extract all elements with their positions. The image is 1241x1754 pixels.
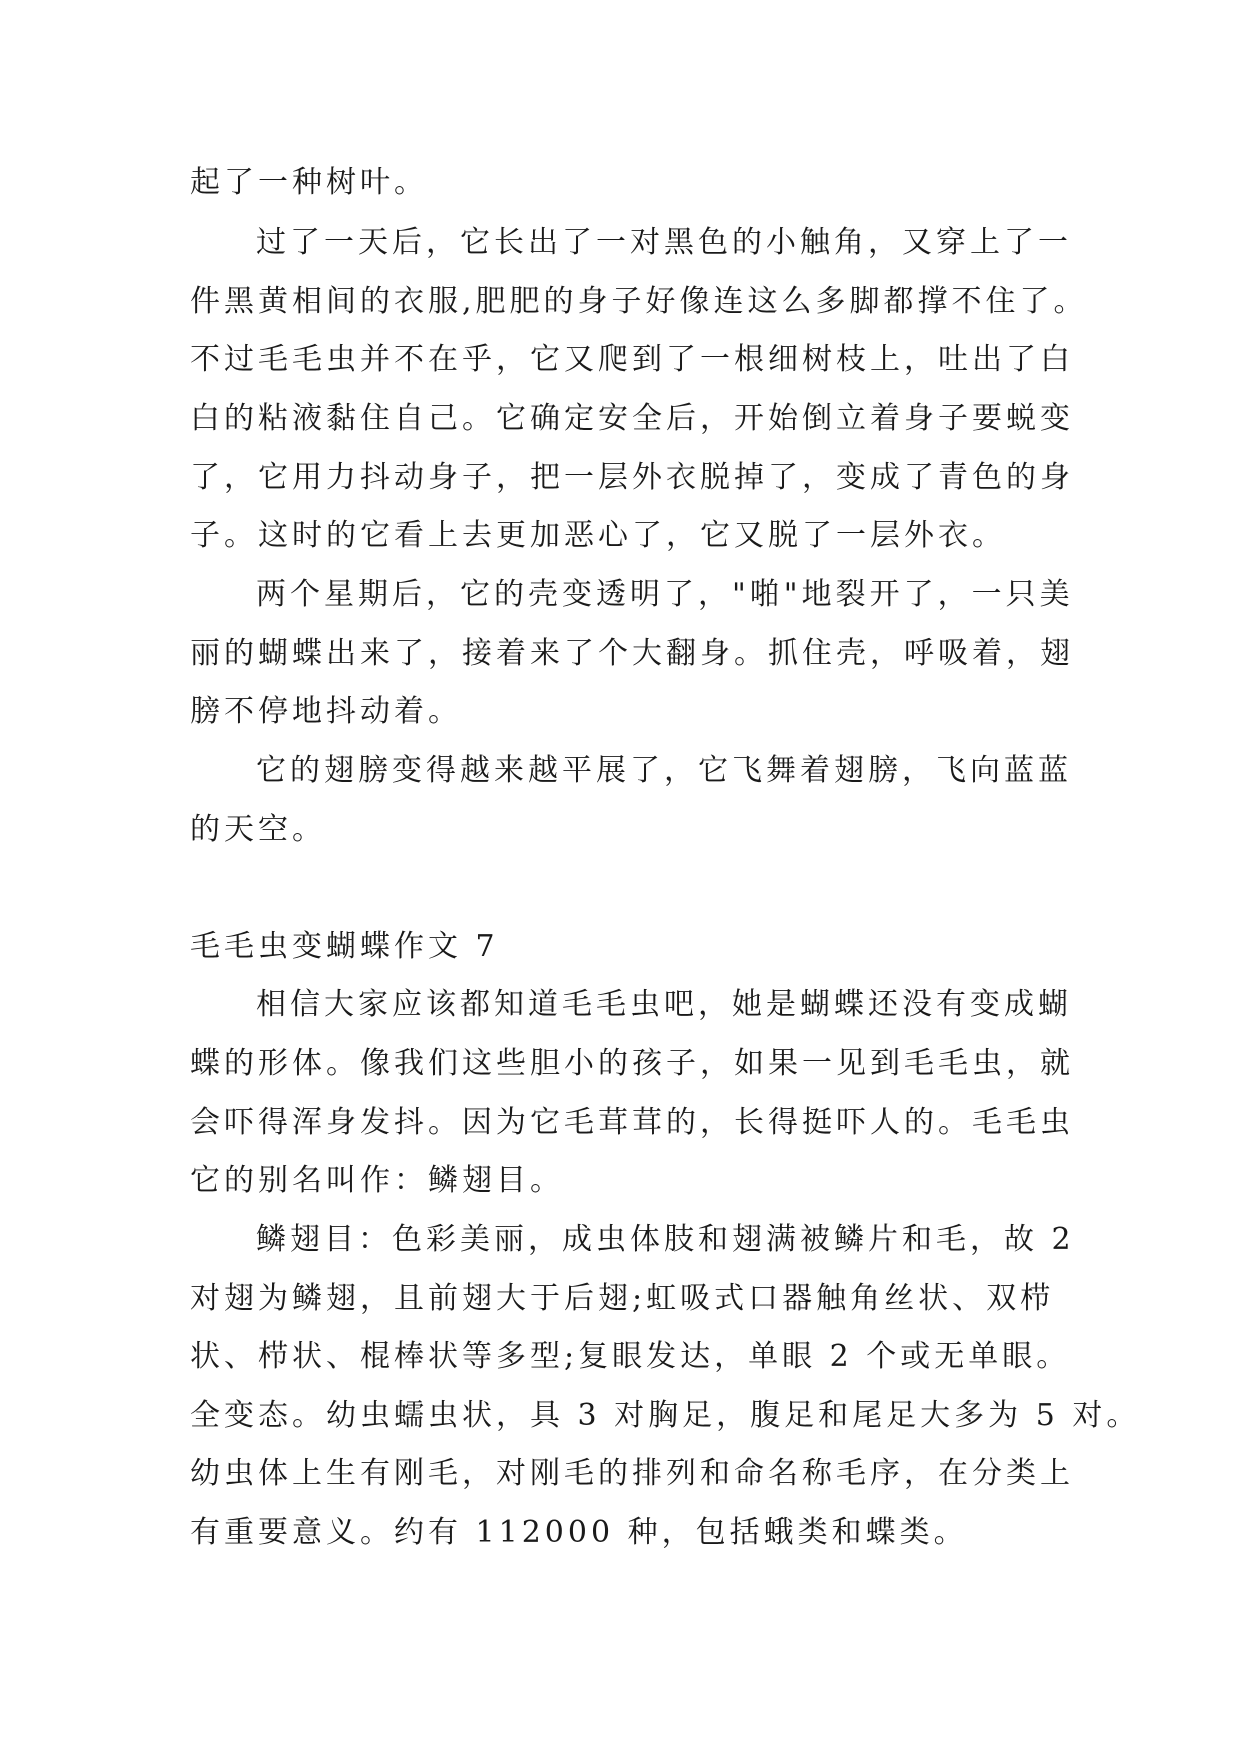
paragraph-start-line: 两个星期后，它的壳变透明了，"啪"地裂开了，一只美 (256, 577, 1074, 612)
text-line: 子。这时的它看上去更加恶心了，它又脱了一层外衣。 (190, 518, 1006, 553)
text-line: 膀不停地抖动着。 (190, 694, 462, 729)
paragraph-start-line: 鳞翅目：色彩美丽，成虫体肢和翅满被鳞片和毛，故 2 (256, 1222, 1075, 1257)
text-line: 白的粘液黏住自己。它确定安全后，开始倒立着身子要蜕变 (190, 401, 1074, 436)
text-line: 的天空。 (190, 812, 326, 847)
text-line: 幼虫体上生有刚毛，对刚毛的排列和命名称毛序，在分类上 (190, 1456, 1074, 1491)
paragraph-start-line: 它的翅膀变得越来越平展了，它飞舞着翅膀，飞向蓝蓝 (256, 753, 1072, 788)
text-line: 不过毛毛虫并不在乎，它又爬到了一根细树枝上，吐出了白 (190, 342, 1074, 377)
text-line: 丽的蝴蝶出来了，接着来了个大翻身。抓住壳，呼吸着，翅 (190, 636, 1074, 671)
section-heading: 毛毛虫变蝴蝶作文 7 (190, 929, 499, 964)
text-line: 会吓得浑身发抖。因为它毛茸茸的，长得挺吓人的。毛毛虫 (190, 1105, 1074, 1140)
text-line: 了，它用力抖动身子，把一层外衣脱掉了，变成了青色的身 (190, 460, 1074, 495)
text-line: 件黑黄相间的衣服,肥肥的身子好像连这么多脚都撑不住了。 (190, 284, 1088, 319)
text-line: 起了一种树叶。 (190, 165, 428, 200)
text-line: 它的别名叫作：鳞翅目。 (190, 1163, 564, 1198)
text-line: 对翅为鳞翅，且前翅大于后翅;虹吸式口器触角丝状、双栉 (190, 1281, 1055, 1316)
paragraph-start-line: 过了一天后，它长出了一对黑色的小触角，又穿上了一 (256, 225, 1072, 260)
text-line: 蝶的形体。像我们这些胆小的孩子，如果一见到毛毛虫，就 (190, 1046, 1074, 1081)
text-line: 状、栉状、棍棒状等多型;复眼发达，单眼 2 个或无单眼。 (190, 1339, 1071, 1374)
text-line: 有重要意义。约有 112000 种，包括蛾类和蝶类。 (190, 1515, 968, 1550)
paragraph-start-line: 相信大家应该都知道毛毛虫吧，她是蝴蝶还没有变成蝴 (256, 987, 1072, 1022)
text-line: 全变态。幼虫蠕虫状，具 3 对胸足，腹足和尾足大多为 5 对。 (190, 1398, 1141, 1433)
